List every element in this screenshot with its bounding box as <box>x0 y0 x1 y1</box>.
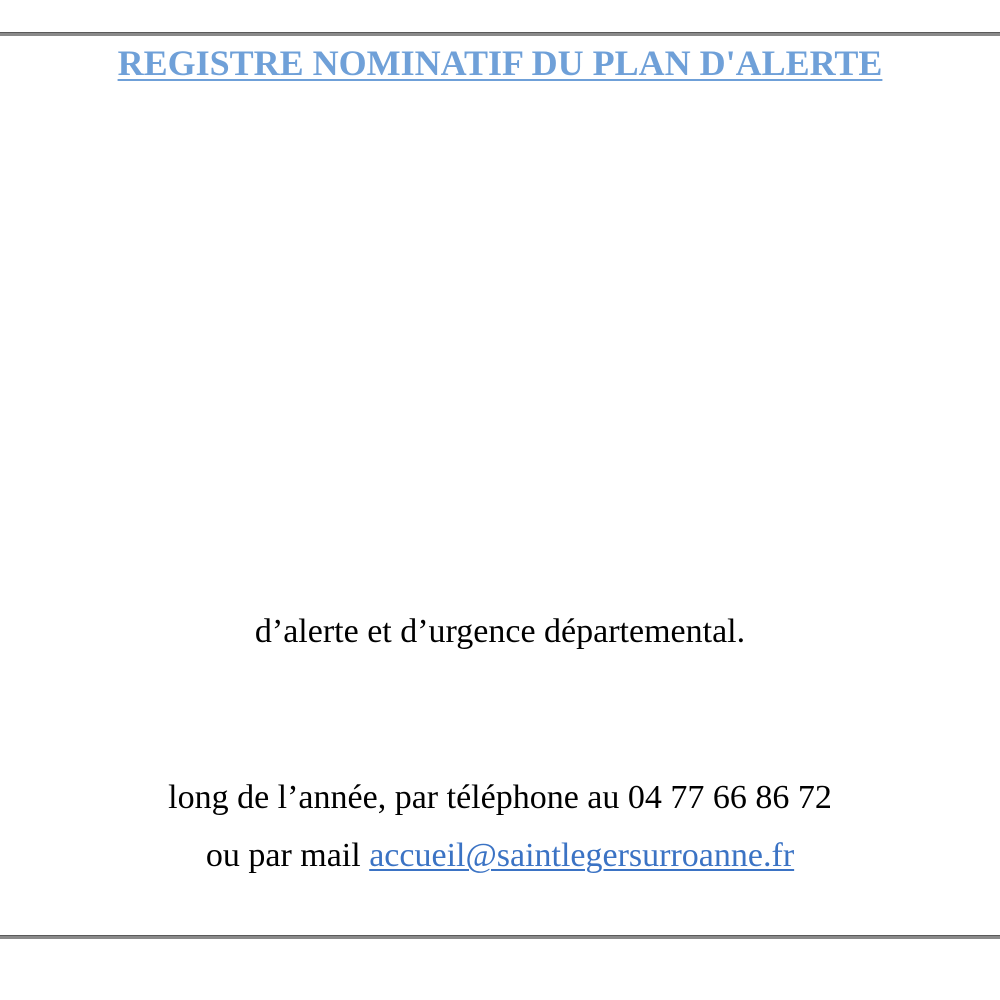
page-title-text: REGISTRE NOMINATIF DU PLAN D'ALERTE <box>117 43 883 83</box>
paragraph3-line3-text <box>0 834 1000 878</box>
top-border-rule <box>0 32 1000 36</box>
page-title <box>0 40 1000 86</box>
bottom-border-rule <box>0 935 1000 939</box>
email-prefix: ou par mail <box>205 837 370 874</box>
paragraph2-line6-text: d’alerte et d’urgence départemental. <box>254 613 746 650</box>
paragraph3-line2-text: long de l’année, par téléphone au 04 77 66 86 72 <box>168 779 832 816</box>
paragraph3-line2 <box>0 776 1000 820</box>
paragraph2-line6 <box>0 610 1000 654</box>
paragraph3-line3 <box>0 834 1000 878</box>
email-link[interactable]: accueil@saintlegersurroanne.fr <box>369 837 795 874</box>
